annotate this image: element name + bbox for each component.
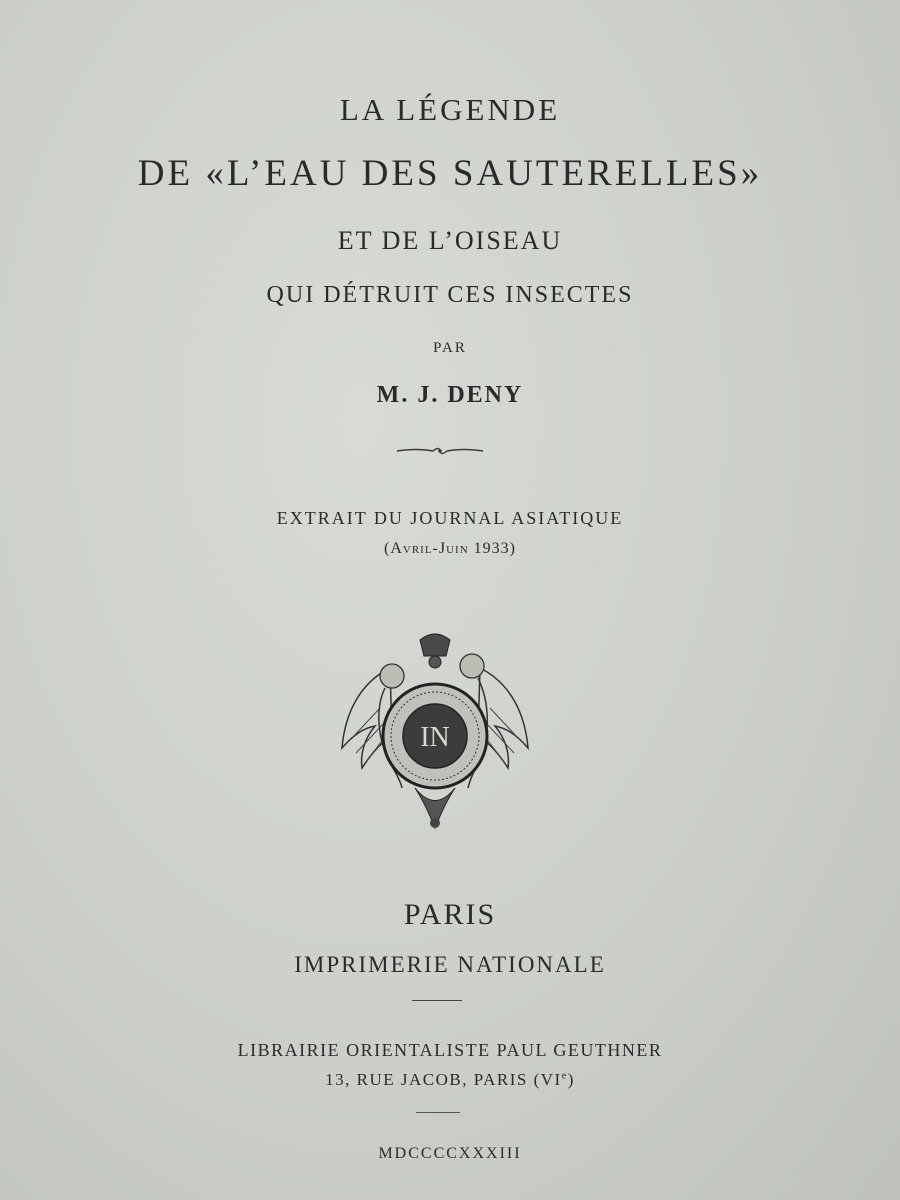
imprimerie-nationale-emblem-icon — [330, 628, 540, 838]
publication-year: MDCCCCXXXIII — [378, 1145, 522, 1162]
divider-rule-small — [416, 1112, 460, 1113]
byline-par: PAR — [433, 340, 467, 356]
extract-dates: (Avril-Juin 1933) — [384, 540, 516, 557]
publisher-name: LIBRAIRIE ORIENTALISTE PAUL GEUTHNER — [237, 1040, 663, 1060]
title-line-4: QUI DÉTRUIT CES INSECTES — [266, 282, 634, 308]
title-line-3: ET DE L’OISEAU — [337, 226, 563, 255]
address-main: 13, RUE JACOB, PARIS (VI — [325, 1070, 562, 1089]
imprint-printer: IMPRIMERIE NATIONALE — [294, 952, 606, 977]
imprint-city: PARIS — [403, 898, 497, 931]
title-line-1: LA LÉGENDE — [339, 92, 561, 127]
extract-source: EXTRAIT DU JOURNAL ASIATIQUE — [276, 508, 624, 528]
ornament-divider-icon — [395, 444, 485, 458]
author-name: M. J. DENY — [376, 382, 524, 408]
title-line-2: DE «L’EAU DES SAUTERELLES» — [137, 153, 763, 194]
publisher-address — [0, 1070, 900, 1090]
divider-rule — [412, 1000, 462, 1001]
emblem-initials: IN — [420, 722, 450, 753]
address-close: ) — [567, 1070, 575, 1089]
address-superscript: e — [561, 1070, 568, 1082]
